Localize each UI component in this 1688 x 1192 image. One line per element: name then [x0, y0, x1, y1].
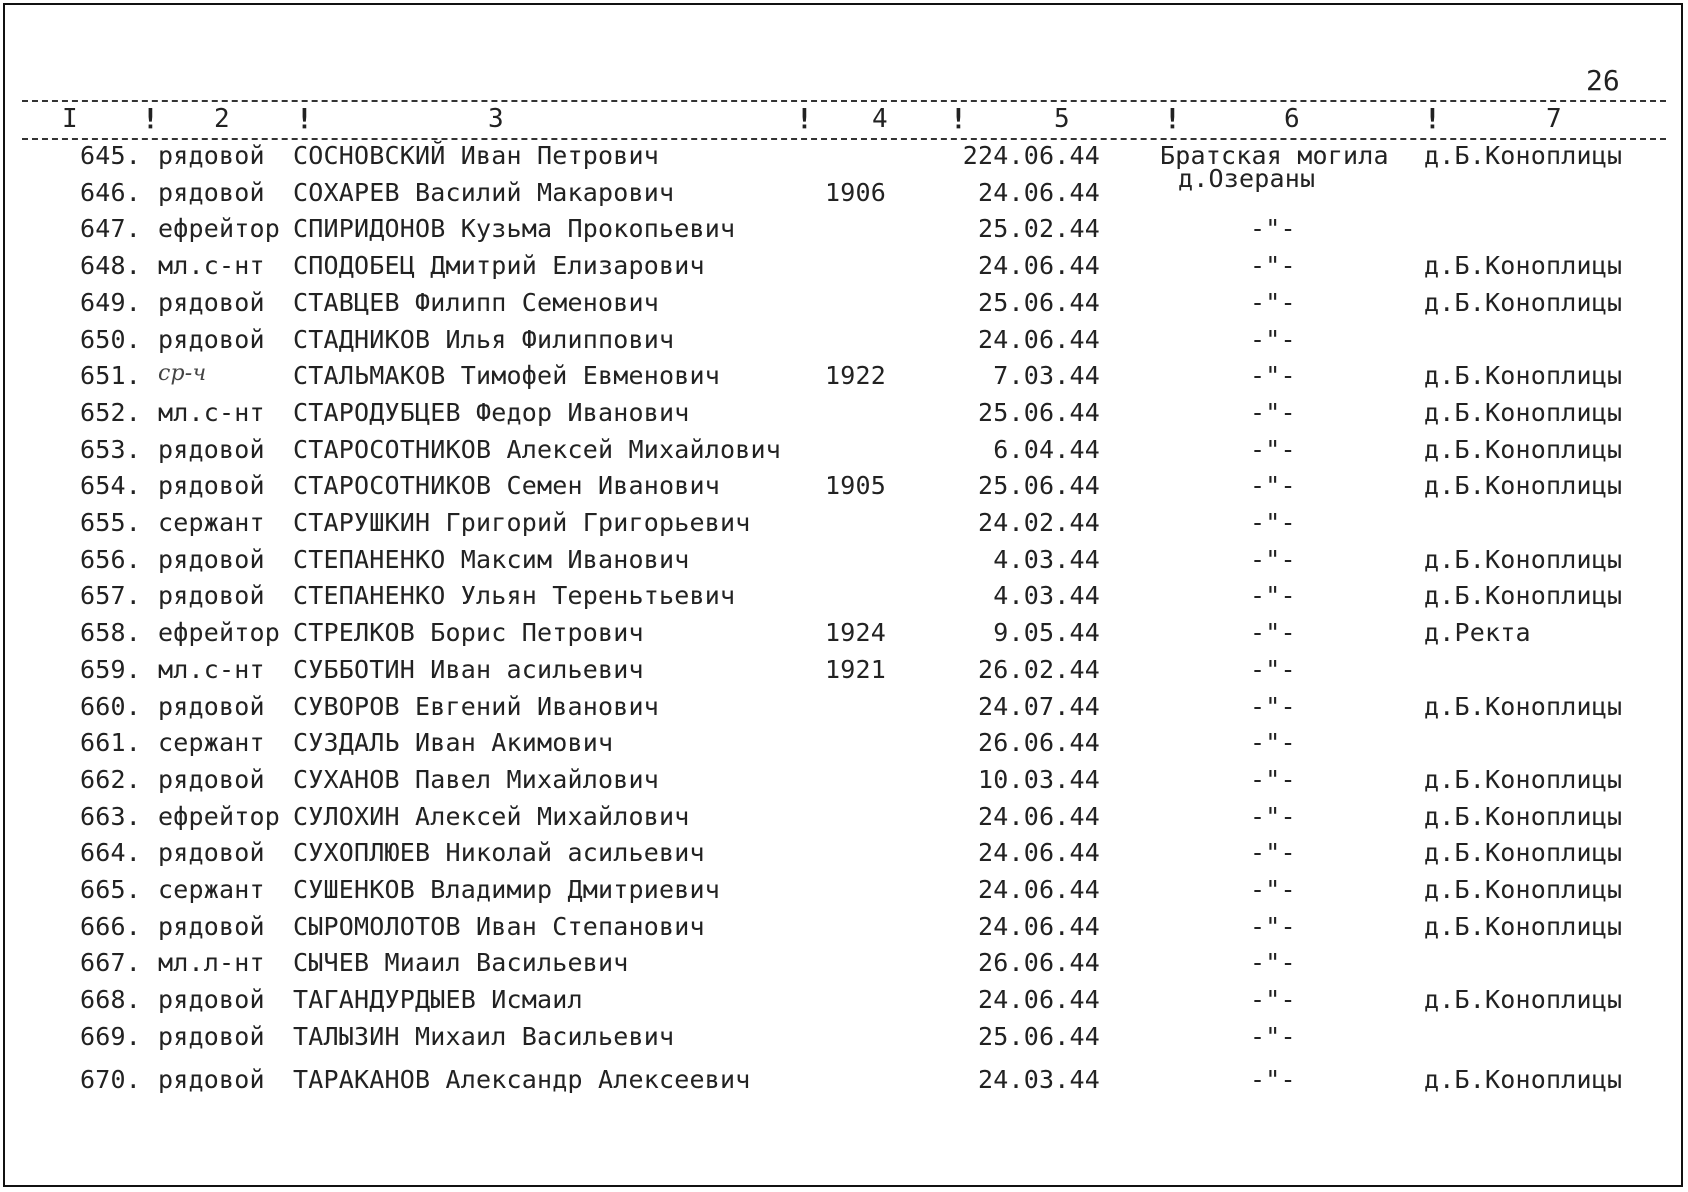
- rank: сержант: [158, 728, 265, 758]
- full-name: СУХАНОВ Павел Михайлович: [293, 764, 660, 794]
- full-name: СУШЕНКОВ Владимир Дмитриевич: [293, 875, 721, 904]
- rank: рядовой: [158, 911, 265, 941]
- burial-place: -"-: [1250, 287, 1296, 317]
- burial-place: -"-: [1250, 1021, 1296, 1051]
- burial-place: -"-: [1250, 618, 1296, 648]
- burial-place: -"-: [1250, 875, 1296, 904]
- full-name: ТАЛЫЗИН Михаил Васильевич: [293, 1021, 675, 1051]
- rank: рядовой: [158, 838, 265, 868]
- row-number: 651.: [80, 361, 142, 391]
- full-name: СТАРУШКИН Григорий Григорьевич: [293, 508, 751, 537]
- reburial-village: д.Б.Коноплицы: [1424, 801, 1623, 831]
- death-date: 24.02.44: [977, 508, 1100, 537]
- death-date: 24.06.44: [977, 985, 1100, 1015]
- row-number: 654.: [80, 471, 142, 501]
- death-date: 25.06.44: [977, 397, 1100, 427]
- reburial-village: д.Б.Коноплицы: [1424, 141, 1623, 170]
- rank: рядовой: [158, 1064, 265, 1094]
- reburial-village: д.Б.Коноплицы: [1424, 911, 1623, 941]
- full-name: ТАРАКАНОВ Александр Алексеевич: [293, 1064, 751, 1094]
- full-name: СТЕПАНЕНКО Максим Иванович: [293, 544, 690, 574]
- full-name: СТАРОСОТНИКОВ Алексей Михайлович: [293, 434, 782, 464]
- rank: рядовой: [158, 141, 265, 170]
- burial-place: -"-: [1250, 838, 1296, 868]
- row-number: 656.: [80, 544, 142, 574]
- death-date: 10.03.44: [977, 764, 1100, 794]
- death-date: 24.06.44: [977, 875, 1100, 904]
- burial-place: -"-: [1250, 1064, 1296, 1094]
- reburial-village: д.Б.Коноплицы: [1424, 361, 1623, 391]
- rank: рядовой: [158, 287, 265, 317]
- reburial-village: д.Б.Коноплицы: [1424, 985, 1623, 1015]
- column-separator: !: [142, 102, 159, 135]
- death-date: 24.06.44: [977, 801, 1100, 831]
- death-date: 26.06.44: [977, 948, 1100, 978]
- death-date: 26.06.44: [977, 728, 1100, 758]
- reburial-village: д.Б.Коноплицы: [1424, 764, 1623, 794]
- row-number: 669.: [80, 1021, 142, 1051]
- birth-year: 1922: [825, 361, 887, 391]
- row-number: 663.: [80, 801, 142, 831]
- burial-place: -"-: [1250, 324, 1296, 354]
- reburial-village: д.Б.Коноплицы: [1424, 691, 1623, 721]
- full-name: СПИРИДОНОВ Кузьма Прокопьевич: [293, 214, 736, 244]
- full-name: СТАВЦЕВ Филипп Семенович: [293, 287, 660, 317]
- death-date: 9.05.44: [993, 618, 1100, 648]
- death-date: 4.03.44: [993, 581, 1100, 611]
- full-name: СОСНОВСКИЙ Иван Петрович: [293, 141, 660, 170]
- row-number: 667.: [80, 948, 142, 978]
- column-separator: !: [796, 102, 813, 135]
- rank: мл.с-нт: [158, 251, 265, 281]
- burial-place: -"-: [1250, 691, 1296, 721]
- death-date: 24.06.44: [977, 324, 1100, 354]
- birth-year: 1924: [825, 618, 887, 648]
- burial-place: -"-: [1250, 911, 1296, 941]
- burial-place: -"-: [1250, 948, 1296, 978]
- burial-place: -"-: [1250, 544, 1296, 574]
- rank: мл.л-нт: [158, 948, 265, 978]
- reburial-village: д.Б.Коноплицы: [1424, 471, 1623, 501]
- row-number: 664.: [80, 838, 142, 868]
- column-header-2: 2: [214, 104, 230, 134]
- burial-place: -"-: [1250, 214, 1296, 244]
- rank: рядовой: [158, 324, 265, 354]
- full-name: СПОДОБЕЦ Дмитрий Елизарович: [293, 251, 705, 281]
- row-number: 653.: [80, 434, 142, 464]
- full-name: ТАГАНДУРДЫЕВ Исмаил: [293, 985, 583, 1015]
- rank: рядовой: [158, 1021, 265, 1051]
- column-separator: !: [296, 102, 313, 135]
- reburial-village: д.Б.Коноплицы: [1424, 251, 1623, 281]
- rank: ср-ч: [158, 361, 207, 387]
- reburial-village: д.Б.Коноплицы: [1424, 287, 1623, 317]
- burial-place: -"-: [1250, 508, 1296, 537]
- page-number: 26: [1586, 64, 1620, 97]
- row-number: 648.: [80, 251, 142, 281]
- row-number: 660.: [80, 691, 142, 721]
- death-date: 24.07.44: [977, 691, 1100, 721]
- burial-place: -"-: [1250, 471, 1296, 501]
- reburial-village: д.Б.Коноплицы: [1424, 397, 1623, 427]
- rank: сержант: [158, 508, 265, 537]
- full-name: СТАРОСОТНИКОВ Семен Иванович: [293, 471, 721, 501]
- rank: рядовой: [158, 177, 265, 207]
- burial-place: -"-: [1250, 361, 1296, 391]
- burial-place: -"-: [1250, 801, 1296, 831]
- row-number: 666.: [80, 911, 142, 941]
- column-header-3: 3: [488, 104, 504, 134]
- row-number: 662.: [80, 764, 142, 794]
- rank: мл.с-нт: [158, 654, 265, 684]
- death-date: 7.03.44: [993, 361, 1100, 391]
- death-date: 25.06.44: [977, 287, 1100, 317]
- full-name: СТАРОДУБЦЕВ Федор Иванович: [293, 397, 690, 427]
- header-bottom-dashed-line: [22, 138, 1666, 140]
- row-number: 670.: [80, 1064, 142, 1094]
- row-number: 650.: [80, 324, 142, 354]
- reburial-village: д.Б.Коноплицы: [1424, 1064, 1623, 1094]
- death-date: 6.04.44: [993, 434, 1100, 464]
- row-number: 659.: [80, 654, 142, 684]
- row-number: 668.: [80, 985, 142, 1015]
- rank: ефрейтор: [158, 214, 281, 244]
- column-separator: !: [1424, 102, 1441, 135]
- reburial-village: д.Б.Коноплицы: [1424, 875, 1623, 904]
- column-header-4: 4: [872, 104, 888, 134]
- full-name: СТРЕЛКОВ Борис Петрович: [293, 618, 644, 648]
- death-date: 24.06.44: [977, 911, 1100, 941]
- full-name: СЫЧЕВ Миаил Васильевич: [293, 948, 629, 978]
- reburial-village: д.Б.Коноплицы: [1424, 838, 1623, 868]
- burial-place: -"-: [1250, 581, 1296, 611]
- burial-place: -"-: [1250, 654, 1296, 684]
- burial-place: -"-: [1250, 728, 1296, 758]
- death-date: 4.03.44: [993, 544, 1100, 574]
- full-name: СТАЛЬМАКОВ Тимофей Евменович: [293, 361, 721, 391]
- row-number: 645.: [80, 141, 142, 170]
- burial-place: Братская могила: [1160, 141, 1389, 170]
- rank: ефрейтор: [158, 801, 281, 831]
- row-number: 658.: [80, 618, 142, 648]
- birth-year: 1921: [825, 654, 887, 684]
- reburial-village: д.Б.Коноплицы: [1424, 434, 1623, 464]
- rank: рядовой: [158, 985, 265, 1015]
- full-name: СУЛОХИН Алексей Михайлович: [293, 801, 690, 831]
- rank: рядовой: [158, 471, 265, 501]
- death-date: 25.02.44: [977, 214, 1100, 244]
- rank: рядовой: [158, 434, 265, 464]
- death-date: 224.06.44: [962, 141, 1100, 170]
- reburial-village: д.Ректа: [1424, 618, 1531, 648]
- full-name: СТЕПАНЕНКО Ульян Тереньтьевич: [293, 581, 736, 611]
- row-number: 646.: [80, 177, 142, 207]
- full-name: СУЗДАЛЬ Иван Акимович: [293, 728, 614, 758]
- death-date: 26.02.44: [977, 654, 1100, 684]
- burial-place: -"-: [1250, 434, 1296, 464]
- rank: ефрейтор: [158, 618, 281, 648]
- rank: рядовой: [158, 544, 265, 574]
- column-header-7: 7: [1546, 104, 1562, 134]
- row-number: 649.: [80, 287, 142, 317]
- full-name: СОХАРЕВ Василий Макарович: [293, 177, 675, 207]
- rank: мл.с-нт: [158, 397, 265, 427]
- full-name: СУВОРОВ Евгений Иванович: [293, 691, 660, 721]
- header-top-dashed-line: [22, 100, 1666, 102]
- death-date: 24.06.44: [977, 251, 1100, 281]
- row-number: 652.: [80, 397, 142, 427]
- rank: сержант: [158, 875, 265, 904]
- birth-year: 1906: [825, 177, 887, 207]
- column-header-6: 6: [1284, 104, 1300, 134]
- column-separator: !: [950, 102, 967, 135]
- column-separator: !: [1164, 102, 1181, 135]
- burial-place: -"-: [1250, 251, 1296, 281]
- death-date: 25.06.44: [977, 471, 1100, 501]
- column-header-5: 5: [1054, 104, 1070, 134]
- burial-place: -"-: [1250, 397, 1296, 427]
- birth-year: 1905: [825, 471, 887, 501]
- full-name: СУББОТИН Иван асильевич: [293, 654, 644, 684]
- burial-place: д.Озераны: [1178, 163, 1316, 193]
- death-date: 24.06.44: [977, 177, 1100, 207]
- death-date: 24.03.44: [977, 1064, 1100, 1094]
- full-name: СЫРОМОЛОТОВ Иван Степанович: [293, 911, 705, 941]
- row-number: 655.: [80, 508, 142, 537]
- death-date: 24.06.44: [977, 838, 1100, 868]
- burial-place: -"-: [1250, 764, 1296, 794]
- death-date: 25.06.44: [977, 1021, 1100, 1051]
- row-number: 665.: [80, 875, 142, 904]
- rank: рядовой: [158, 581, 265, 611]
- reburial-village: д.Б.Коноплицы: [1424, 581, 1623, 611]
- burial-place: -"-: [1250, 985, 1296, 1015]
- reburial-village: д.Б.Коноплицы: [1424, 544, 1623, 574]
- full-name: СТАДНИКОВ Илья Филиппович: [293, 324, 675, 354]
- full-name: СУХОПЛЮЕВ Николай асильевич: [293, 838, 705, 868]
- row-number: 657.: [80, 581, 142, 611]
- column-header-1: I: [62, 104, 78, 134]
- row-number: 647.: [80, 214, 142, 244]
- row-number: 661.: [80, 728, 142, 758]
- rank: рядовой: [158, 764, 265, 794]
- rank: рядовой: [158, 691, 265, 721]
